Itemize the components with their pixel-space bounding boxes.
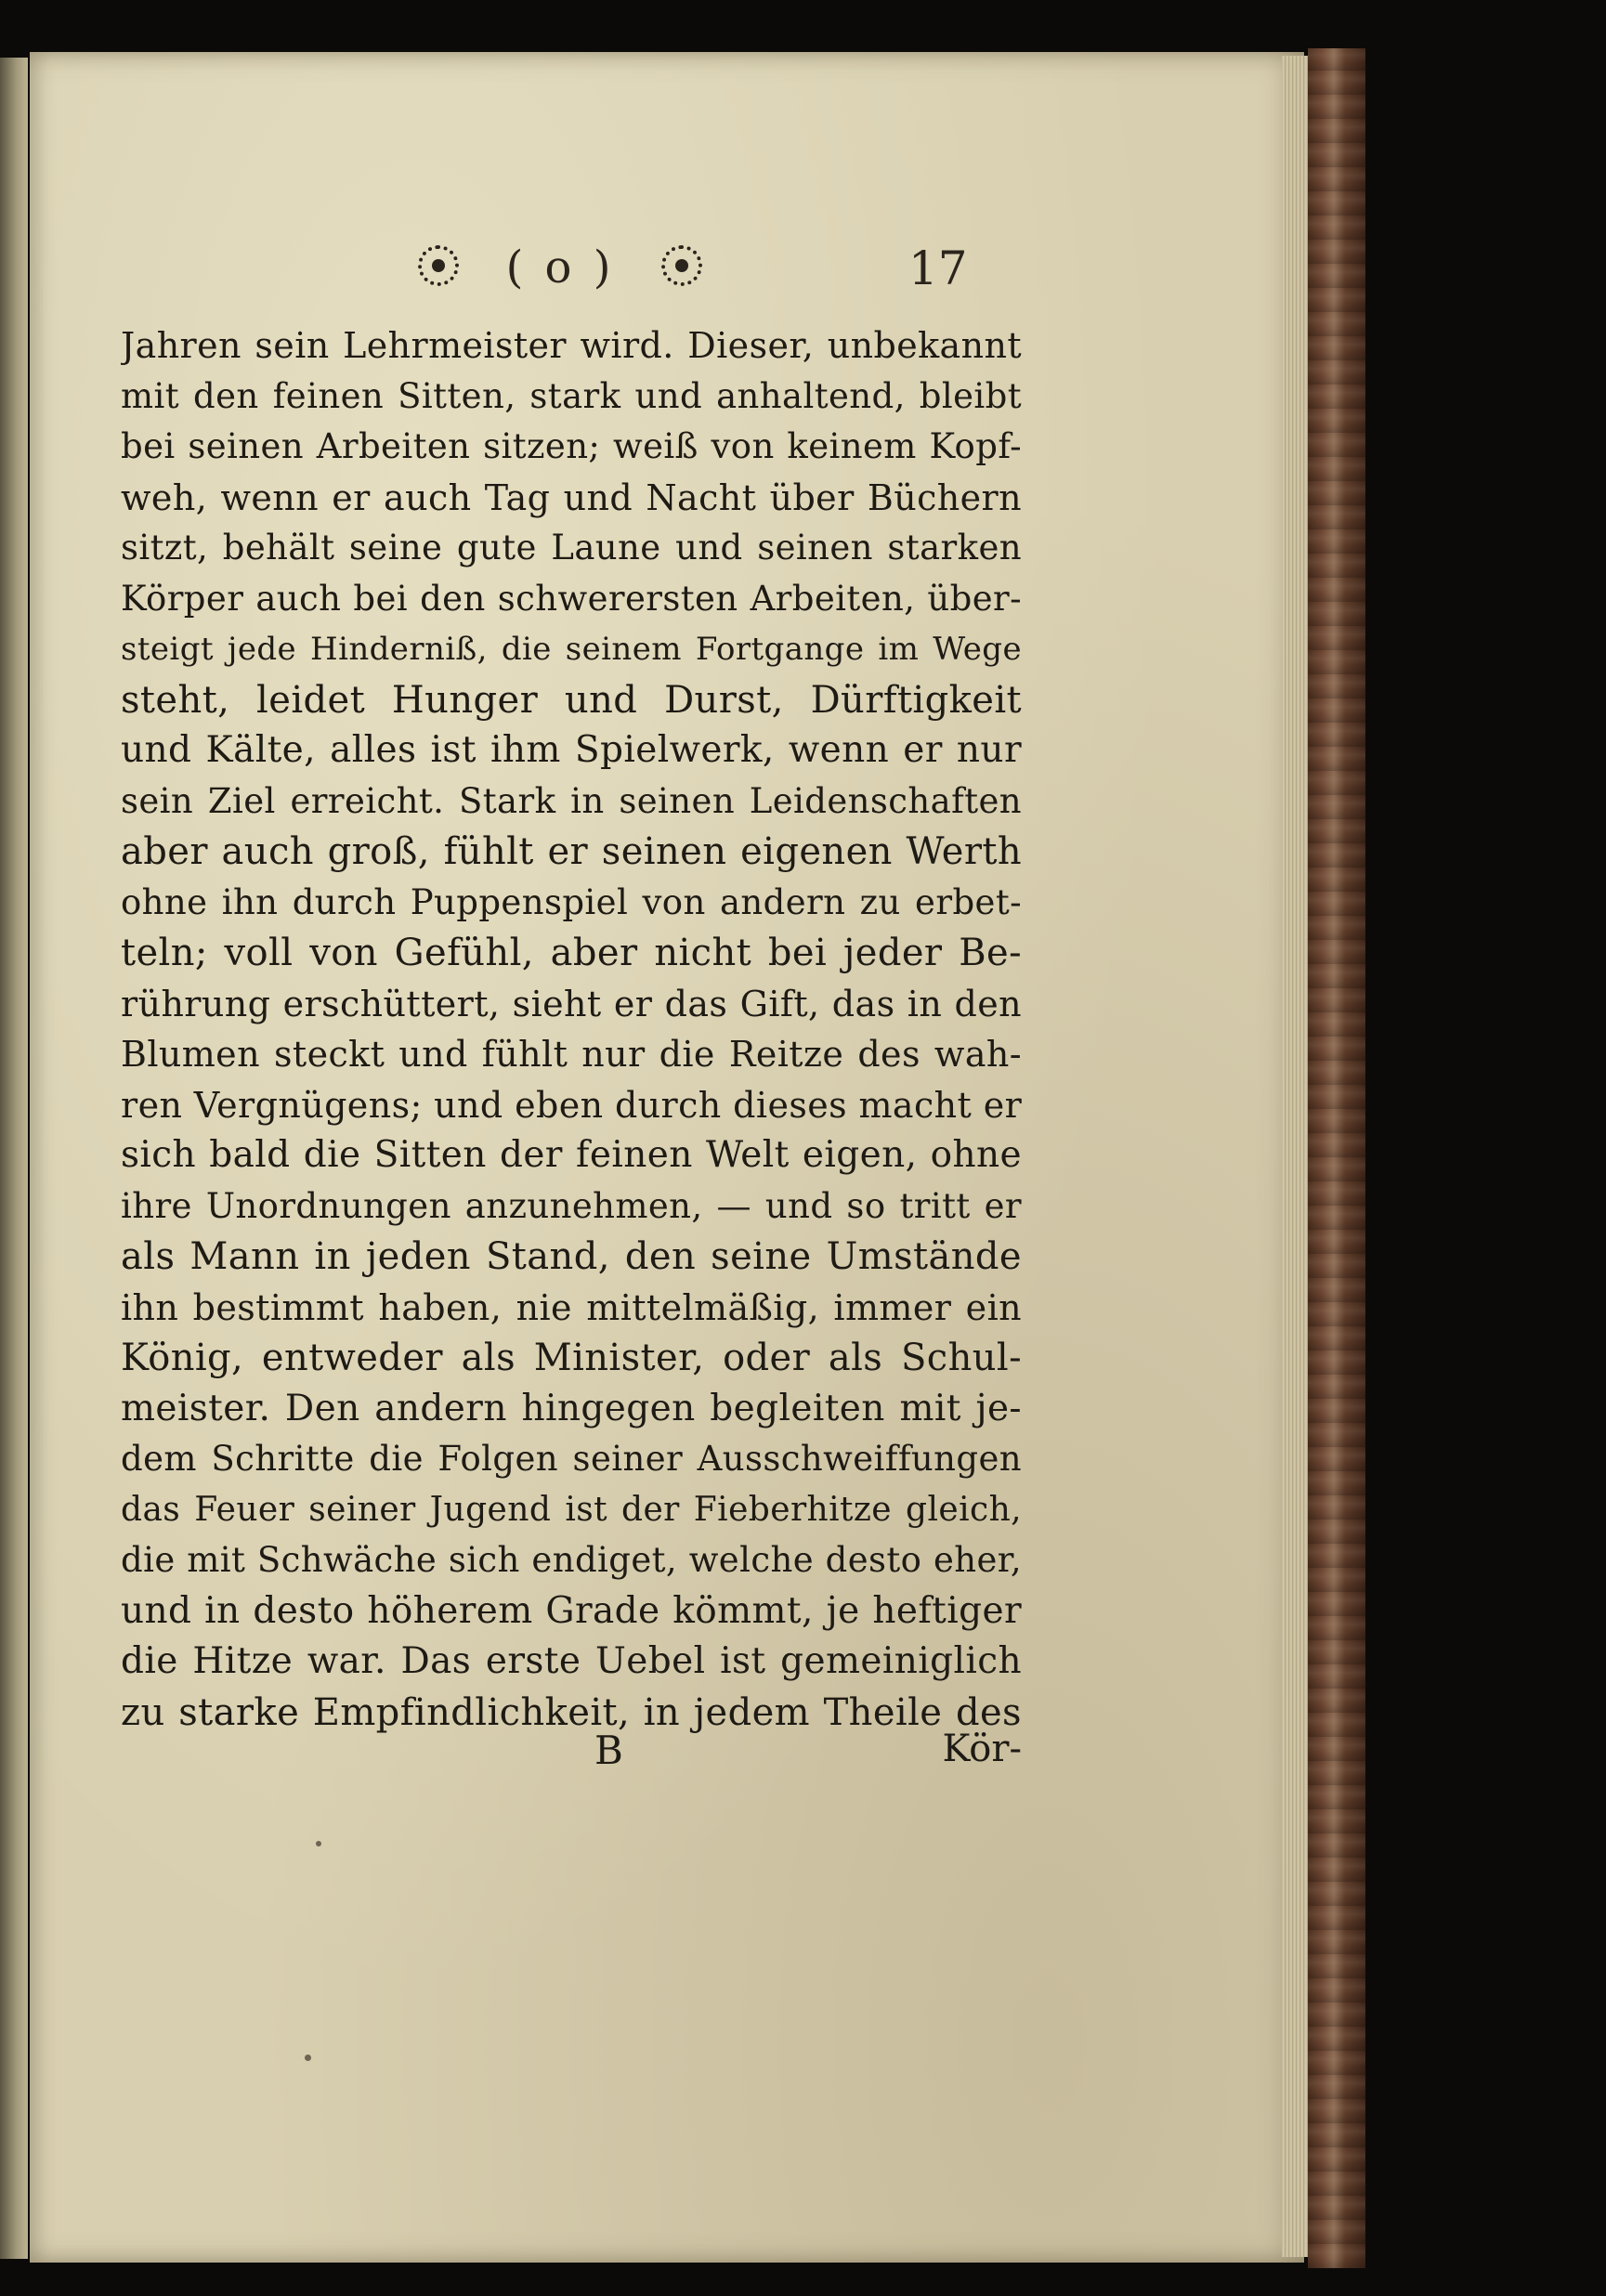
text-line: das Feuer seiner Jugend ist der Fieberhitze gleich, <box>121 1490 1022 1529</box>
text-line: teln; voll von Gefühl, aber nicht bei jeder Be- <box>121 932 1022 974</box>
text-line: die mit Schwäche sich endiget, welche desto eher, <box>121 1540 1022 1580</box>
paper-speck <box>316 1841 321 1846</box>
text-line: sitzt, behält seine gute Laune und seinen starken <box>121 528 1022 567</box>
text-line: die Hitze war. Das erste Uebel ist gemeiniglich <box>121 1640 1022 1682</box>
text-line: Blumen steckt und fühlt nur die Reitze des wah- <box>121 1034 1022 1075</box>
running-mark: ( o ) <box>505 241 615 294</box>
text-line: Körper auch bei den schwerersten Arbeiten, über- <box>121 578 1022 619</box>
text-line: meister. Den andern hingegen begleiten mit je- <box>121 1387 1022 1429</box>
text-line: und Kälte, alles ist ihm Spielwerk, wenn er nur <box>121 729 1022 771</box>
signature-mark: B <box>594 1728 623 1773</box>
leather-texture <box>1308 48 1365 2268</box>
catchword: Kör- <box>942 1728 1022 1770</box>
flower-ornament-icon <box>418 245 459 286</box>
text-line: und in desto höherem Grade kömmt, je heftiger <box>121 1589 1022 1632</box>
text-line: ihn bestimmt haben, nie mittelmäßig, immer ein <box>121 1286 1022 1328</box>
text-line: rührung erschüttert, sieht er das Gift, das in den <box>121 983 1022 1024</box>
text-line: weh, wenn er auch Tag und Nacht über Büchern <box>121 476 1022 518</box>
text-line: steigt jede Hinderniß, die seinem Fortgange im Wege <box>121 631 1022 668</box>
text-line: ren Vergnügens; und eben durch dieses macht er <box>121 1084 1022 1126</box>
text-line: ihre Unordnungen anzunehmen, — und so tritt er <box>121 1185 1022 1226</box>
text-line: ohne ihn durch Puppenspiel von andern zu erbet- <box>121 881 1022 922</box>
text-line: als Mann in jeden Stand, den seine Umstände <box>121 1235 1022 1278</box>
text-line: sein Ziel erreicht. Stark in seinen Leidenschaften <box>121 780 1022 821</box>
page-footer <box>121 1728 1022 1783</box>
text-line: mit den feinen Sitten, stark und anhaltend, bleibt <box>121 375 1022 416</box>
previous-page-edge <box>0 58 28 2259</box>
page-block-edge <box>1282 56 1308 2257</box>
text-line: dem Schritte die Folgen seiner Ausschweiffungen <box>121 1439 1022 1479</box>
text-line: zu starke Empfindlichkeit, in jedem Theile des <box>121 1690 1022 1734</box>
text-line: steht, leidet Hunger und Durst, Dürftigkeit <box>121 678 1022 722</box>
flower-ornament-icon <box>661 245 702 286</box>
paper-speck <box>305 2055 311 2061</box>
page-header <box>418 241 1068 307</box>
page-number: 17 <box>908 241 968 295</box>
text-line: Jahren sein Lehrmeister wird. Dieser, unbekannt <box>121 325 1022 366</box>
text-line: aber auch groß, fühlt er seinen eigenen Werth <box>121 830 1022 873</box>
text-line: sich bald die Sitten der feinen Welt eigen, ohne <box>121 1134 1022 1176</box>
body-text <box>121 320 1022 1738</box>
text-line: bei seinen Arbeiten sitzen; weiß von keinem Kopf- <box>121 426 1022 466</box>
text-line: König, entweder als Minister, oder als Schul- <box>121 1337 1022 1379</box>
